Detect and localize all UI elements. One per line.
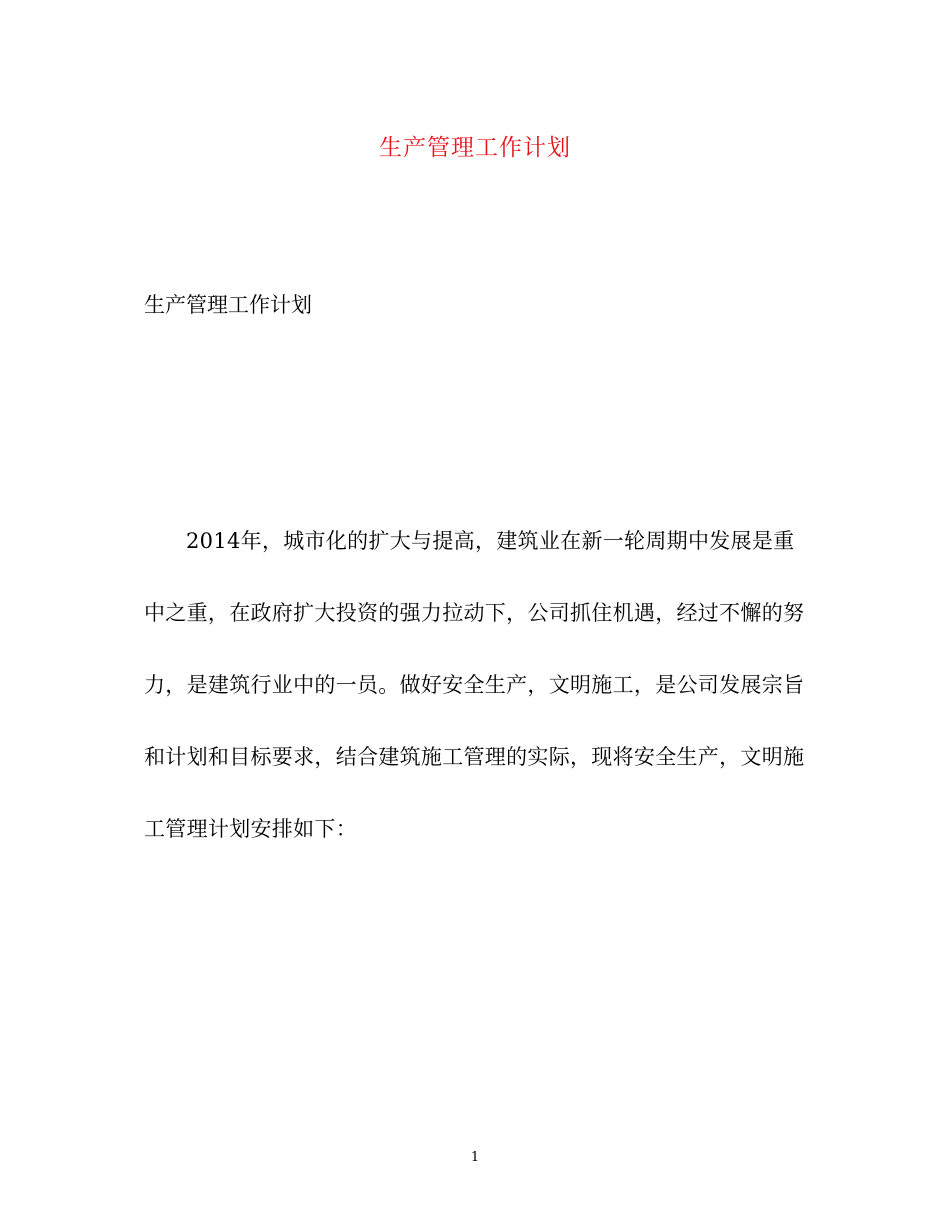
- document-title: 生产管理工作计划: [379, 135, 571, 161]
- page-number: 1: [470, 1150, 480, 1165]
- section-heading: 生产管理工作计划: [144, 293, 312, 317]
- body-paragraph: 2014年，城市化的扩大与提高，建筑业在新一轮周期中发展是重中之重，在政府扩大投资的强力拉动下，公司抓住机遇，经过不懈的努力，是建筑行业中的一员。做好安全生产，文明施工，是公司发展宗旨和计划和目标要求，结合建筑施工管理的实际，现将安全生产，文明施工管理计划安排如下：: [144, 529, 805, 841]
